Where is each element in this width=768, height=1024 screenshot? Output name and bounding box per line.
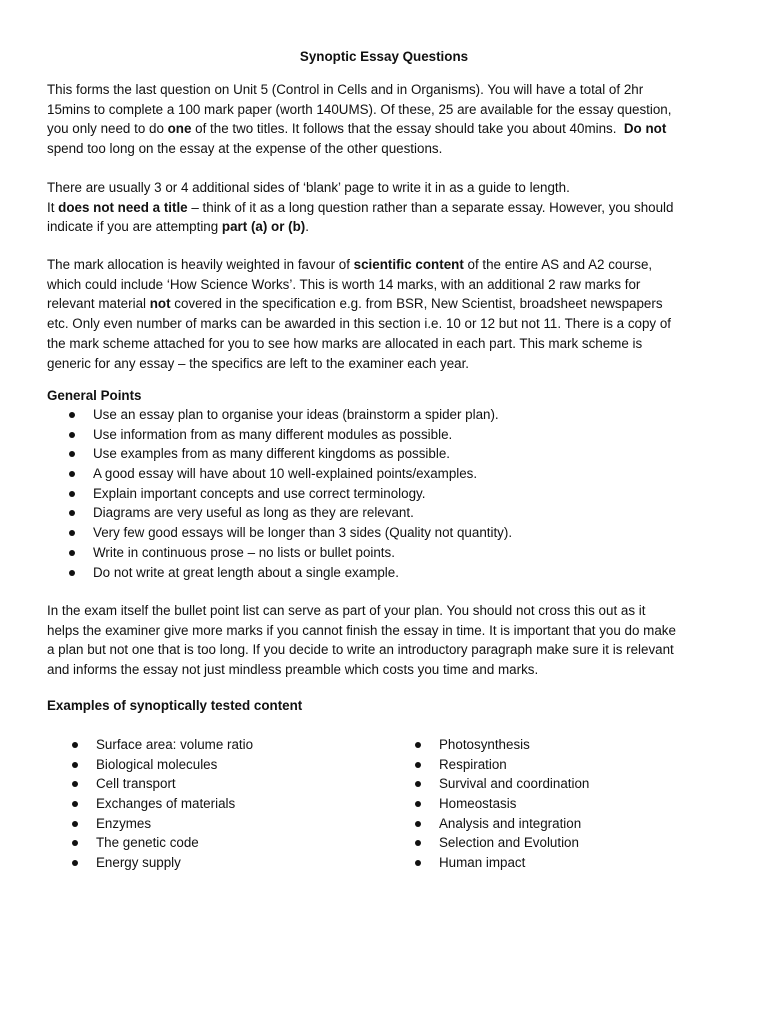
text-span: you only need to do [47, 121, 168, 137]
text-span: helps the examiner give more marks if you cannot finish the essay in time. It is important that you do make [47, 622, 676, 638]
bullet-icon [69, 451, 75, 457]
list-item-text: Use examples from as many different kingdoms as possible. [93, 446, 450, 462]
text-line [47, 100, 727, 120]
heading-text: General Points [47, 388, 142, 403]
text-line [47, 621, 727, 641]
text-span: In the exam itself the bullet point list can serve as part of your plan. You should not cross this out as it [47, 603, 646, 618]
text-line [47, 660, 727, 680]
text-span: a plan but not one that is too long. If you decide to write an introductory paragraph make sure it is relevant [47, 642, 674, 658]
text-line [47, 294, 727, 314]
bullet-icon [415, 762, 421, 768]
list-item-text: The genetic code [96, 835, 199, 851]
list-item-text: Selection and Evolution [439, 835, 579, 851]
text-line [47, 601, 727, 621]
text-span: This forms the last question on Unit 5 (Control in Cells and in Organisms). You will have a total of 2hr [47, 82, 644, 97]
bullet-icon [72, 821, 78, 827]
list-item-text: Homeostasis [439, 796, 517, 812]
text-span: relevant material [47, 296, 150, 312]
text-line [47, 139, 727, 159]
list-item-text: Biological molecules [96, 756, 218, 772]
text-line [47, 334, 727, 354]
bold-text: part (a) or (b) [221, 219, 306, 235]
text-span: of the two titles. It follows that the essay should take you about 40mins. [191, 121, 624, 137]
text-line [47, 198, 727, 218]
intro-paragraph [47, 80, 727, 159]
bullet-icon [69, 570, 75, 576]
text-span: etc. Only even number of marks can be awarded in this section i.e. 10 or 12 but not 11. There is a copy of [47, 316, 671, 332]
list-item-text: Human impact [439, 855, 526, 871]
text-span: The mark allocation is heavily weighted in favour of [47, 257, 354, 272]
bullet-icon [69, 432, 75, 438]
text-span: covered in the specification e.g. from BSR, New Scientist, broadsheet newspapers [170, 296, 663, 312]
bold-text: scientific content [353, 257, 464, 272]
bold-text: one [167, 121, 192, 137]
text-span: and informs the essay not just mindless preamble which costs you time and marks. [47, 662, 539, 678]
text-line [47, 255, 727, 275]
text-span: – think of it as a long question rather than a separate essay. However, you should [187, 199, 674, 215]
examples-heading [47, 696, 727, 716]
list-item-text: Respiration [439, 756, 507, 772]
list-item-text: Exchanges of materials [96, 796, 236, 812]
list-item-text: Explain important concepts and use correct terminology. [93, 485, 426, 501]
bullet-icon [415, 781, 421, 787]
text-line [47, 275, 727, 295]
length-paragraph [47, 178, 727, 237]
text-line [47, 217, 727, 237]
bullet-icon [415, 742, 421, 748]
text-span: of the entire AS and A2 course, [463, 257, 653, 272]
bold-text: not [149, 296, 171, 312]
mark-allocation-paragraph [47, 255, 727, 373]
text-line [47, 119, 727, 139]
text-span: indicate if you are attempting [47, 219, 222, 235]
text-span: spend too long on the essay at the expense of the other questions. [47, 141, 443, 157]
bullet-icon [72, 742, 78, 748]
bullet-icon [72, 801, 78, 807]
exam-plan-paragraph [47, 601, 727, 680]
list-item-text: A good essay will have about 10 well-explained points/examples. [93, 466, 478, 482]
list-item-text: Write in continuous prose – no lists or bullet points. [93, 544, 395, 560]
list-item-text: Survival and coordination [439, 776, 590, 792]
bullet-icon [415, 801, 421, 807]
text-span: generic for any essay – the specifics are left to the examiner each year. [47, 355, 470, 371]
list-item-text: Surface area: volume ratio [96, 737, 254, 752]
text-span: It [47, 199, 59, 215]
text-span: which could include ‘How Science Works’. This is worth 14 marks, with an additional 2 raw marks for [47, 276, 641, 292]
list-item-text: Enzymes [96, 815, 152, 831]
text-span: . [305, 219, 309, 235]
list-item-text: Photosynthesis [439, 737, 530, 752]
bullet-icon [72, 860, 78, 866]
bold-text: does not need a title [58, 199, 188, 215]
list-item-text: Use information from as many different modules as possible. [93, 426, 453, 442]
bullet-icon [69, 530, 75, 536]
text-line [47, 314, 727, 334]
bold-text: Do not [623, 121, 667, 137]
list-item-text: Very few good essays will be longer than 3 sides (Quality not quantity). [93, 525, 513, 541]
text-line [47, 178, 727, 198]
text-span: the mark scheme attached for you to see how marks are allocated in each part. This mark scheme is [47, 335, 643, 351]
bullet-icon [415, 840, 421, 846]
bullet-icon [69, 412, 75, 418]
text-span: 15mins to complete a 100 mark paper (worth 140UMS). Of these, 25 are available for the essay question, [47, 101, 672, 117]
list-item-text: Cell transport [96, 776, 176, 792]
general-points-heading [47, 386, 727, 406]
bullet-icon [415, 860, 421, 866]
text-line [47, 80, 727, 100]
bullet-icon [72, 840, 78, 846]
bullet-icon [69, 471, 75, 477]
bullet-icon [72, 781, 78, 787]
bullet-icon [72, 762, 78, 768]
list-item-text: Energy supply [96, 855, 181, 871]
text-line [47, 640, 727, 660]
list-item-text: Diagrams are very useful as long as they are relevant. [93, 505, 414, 521]
document-title: Synoptic Essay Questions [299, 49, 469, 64]
bullet-icon [69, 510, 75, 516]
text-span: There are usually 3 or 4 additional sides of ‘blank’ page to write it in as a guide to length. [47, 180, 570, 195]
list-item-text: Use an essay plan to organise your ideas (brainstorm a spider plan). [93, 407, 499, 422]
bullet-icon [69, 550, 75, 556]
bullet-icon [415, 821, 421, 827]
heading-text: Examples of synoptically tested content [47, 698, 303, 713]
bullet-icon [69, 491, 75, 497]
list-item-text: Do not write at great length about a single example. [93, 564, 399, 580]
list-item-text: Analysis and integration [439, 815, 582, 831]
text-line [47, 354, 727, 374]
